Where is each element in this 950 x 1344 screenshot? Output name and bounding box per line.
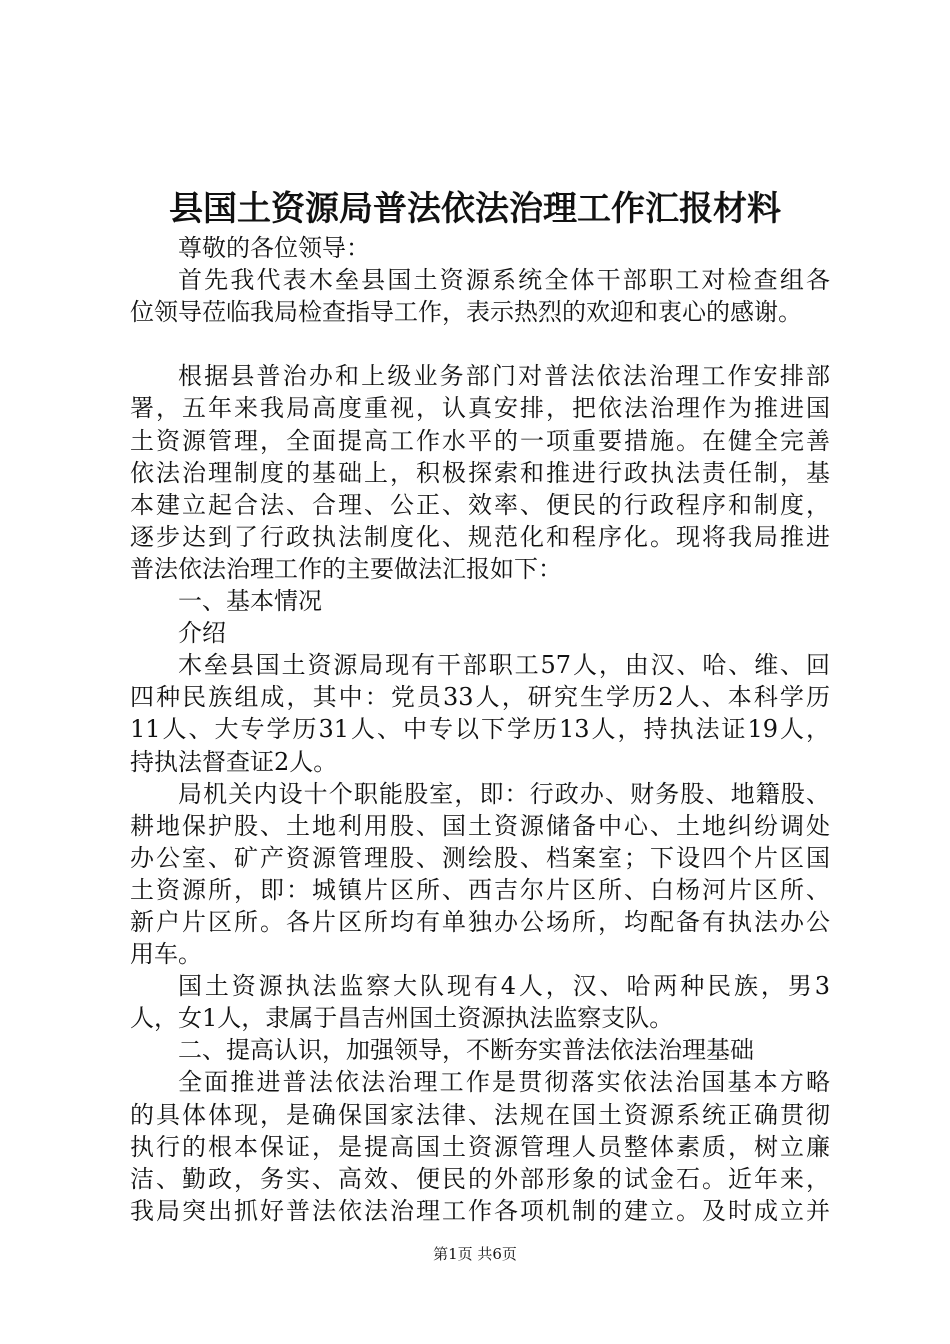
paragraph-line: 11人、大专学历31人、中专以下学历13人，持执法证19人， [130, 715, 830, 744]
paragraph-line: 首先我代表木垒县国土资源系统全体干部职工对检查组各 [178, 266, 830, 295]
paragraph-line: 新户片区所。各片区所均有单独办公场所，均配备有执法办公 [130, 907, 830, 936]
paragraph-line: 土资源管理，全面提高工作水平的一项重要措施。在健全完善 [130, 426, 830, 455]
paragraph-line: 位领导莅临我局检查指导工作，表示热烈的欢迎和衷心的感谢。 [130, 298, 802, 327]
paragraph-line: 逐步达到了行政执法制度化、规范化和程序化。现将我局推进 [130, 522, 830, 551]
document-title: 县国土资源局普法依法治理工作汇报材料 [169, 189, 781, 229]
paragraph-line: 用车。 [130, 940, 202, 969]
section-heading: 二、提高认识，加强领导，不断夯实普法依法治理基础 [178, 1036, 754, 1065]
paragraph-line: 国土资源执法监察大队现有4人，汉、哈两种民族，男3 [178, 972, 830, 1001]
paragraph-line: 耕地保护股、土地利用股、国土资源储备中心、土地纠纷调处 [130, 811, 830, 840]
paragraph-line: 普法依法治理工作的主要做法汇报如下： [130, 554, 562, 583]
paragraph-line: 署，五年来我局高度重视，认真安排，把依法治理作为推进国 [130, 394, 830, 423]
paragraph-line: 洁、勤政，务实、高效、便民的外部形象的试金石。近年来， [130, 1164, 830, 1193]
paragraph-line: 根据县普治办和上级业务部门对普法依法治理工作安排部 [178, 362, 830, 391]
paragraph-line: 全面推进普法依法治理工作是贯彻落实依法治国基本方略 [178, 1068, 830, 1097]
paragraph-line: 土资源所，即：城镇片区所、西吉尔片区所、白杨河片区所、 [130, 875, 830, 904]
paragraph-line: 本建立起合法、合理、公正、效率、便民的行政程序和制度， [130, 490, 830, 519]
paragraph-line: 四种民族组成，其中：党员33人，研究生学历2人、本科学历 [130, 683, 830, 712]
blank-line [130, 328, 830, 360]
paragraph-line: 局机关内设十个职能股室，即：行政办、财务股、地籍股、 [178, 779, 830, 808]
paragraph-line: 执行的根本保证，是提高国土资源管理人员整体素质，树立廉 [130, 1132, 830, 1161]
section-heading-continued: 介绍 [178, 619, 226, 648]
paragraph-line: 木垒县国土资源局现有干部职工57人，由汉、哈、维、回 [178, 651, 830, 680]
paragraph-line: 我局突出抓好普法依法治理工作各项机制的建立。及时成立并 [130, 1196, 830, 1225]
document-body [130, 232, 830, 1227]
salutation-line: 尊敬的各位领导： [178, 234, 370, 262]
page-number-footer: 第1页 共6页 [433, 1245, 517, 1263]
section-heading: 一、基本情况 [178, 587, 322, 616]
paragraph-line: 持执法督查证2人。 [130, 747, 338, 776]
paragraph-line: 办公室、矿产资源管理股、测绘股、档案室；下设四个片区国 [130, 843, 830, 872]
paragraph-line: 人，女1人，隶属于昌吉州国土资源执法监察支队。 [130, 1004, 674, 1033]
paragraph-line: 的具体体现，是确保国家法律、法规在国土资源系统正确贯彻 [130, 1100, 830, 1129]
paragraph-line: 依法治理制度的基础上，积极探索和推进行政执法责任制，基 [130, 458, 830, 487]
